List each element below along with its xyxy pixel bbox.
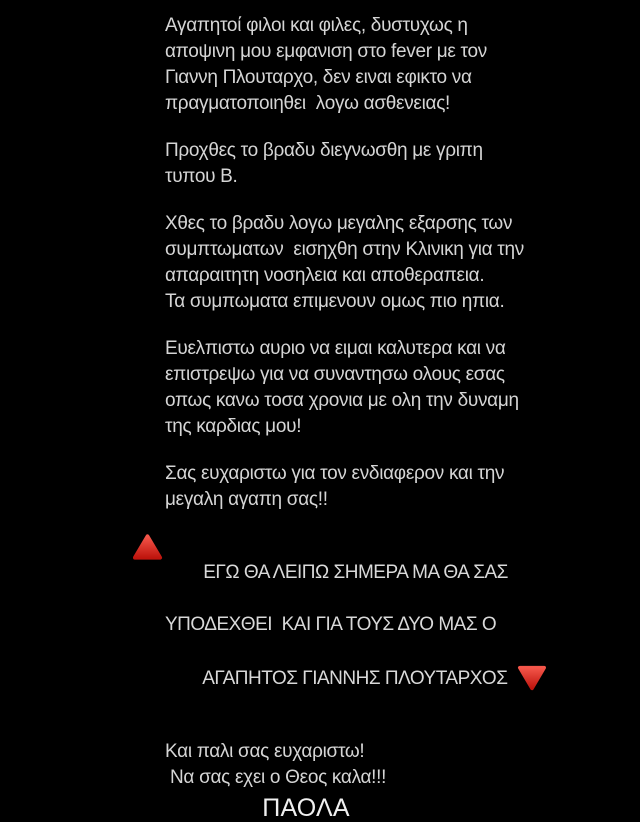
red-triangle-down-icon xyxy=(515,664,549,692)
story-line: Σας ευχαριστω για τον ενδιαφερον και την xyxy=(165,463,505,484)
story-line: ΑΓΑΠΗΤΟΣ ΓΙΑΝΝΗΣ ΠΛΟΥΤΑΡΧΟΣ xyxy=(165,638,640,718)
story-paragraph xyxy=(165,138,640,190)
story-paragraph xyxy=(165,13,640,117)
story-line: ΕΓΩ ΘΑ ΛΕΙΠΩ ΣΗΜΕΡΑ ΜΑ ΘΑ ΣΑΣ xyxy=(165,534,640,612)
story-line: Γιαννη Πλουταρχο, δεν ειναι εφικτο να xyxy=(165,67,472,88)
story-line: Και παλι σας ευχαριστω! xyxy=(165,741,365,762)
story-text-block xyxy=(165,13,640,821)
signature-row xyxy=(0,795,640,821)
story-paragraph-announcement xyxy=(165,534,640,718)
story-line: επιστρεψω για να συναντησω ολους εσας xyxy=(165,364,505,385)
story-line: πραγματοποιηθει λογω ασθενειας! xyxy=(165,93,451,114)
story-line: Τα συμπωματα επιμενουν ομως πιο ηπια. xyxy=(165,291,505,312)
story-line: αποψινη μου εμφανιση στο fever με τον xyxy=(165,41,487,62)
story-line: Να σας εχει ο Θεος καλα!!! xyxy=(165,767,387,788)
story-line: της καρδιας μου! xyxy=(165,416,302,437)
story-line: μεγαλη αγαπη σας!! xyxy=(165,489,328,510)
story-paragraph xyxy=(165,461,640,513)
story-line: οπως κανω τοσα χρονια με ολη την δυναμη xyxy=(165,390,519,411)
story-line: απαραιτητη νοσηλεια και αποθεραπεια. xyxy=(165,265,485,286)
signature-name: ΠΑΟΛΑ xyxy=(262,794,350,822)
story-line: τυπου Β. xyxy=(165,166,238,187)
story-paragraph xyxy=(165,211,640,315)
story-line: Προχθες το βραδυ διεγνωσθη με γριπη xyxy=(165,140,483,161)
story-line: Χθες το βραδυ λογω μεγαλης εξαρσης των xyxy=(165,213,513,234)
story-paragraph xyxy=(165,739,640,791)
story-paragraph xyxy=(165,336,640,440)
story-line: Αγαπητοί φιλοι και φιλες, δυστυχως η xyxy=(165,15,468,36)
story-line: συμπτωματων εισηχθη στην Κλινικη για την xyxy=(165,239,524,260)
story-line: ΥΠΟΔΕΧΘΕΙ ΚΑΙ ΓΙΑ ΤΟΥΣ ΔΥΟ ΜΑΣ Ο xyxy=(165,614,497,635)
story-line: Ευελπιστω αυριο να ειμαι καλυτερα και να xyxy=(165,338,506,359)
red-triangle-up-icon xyxy=(132,532,163,562)
